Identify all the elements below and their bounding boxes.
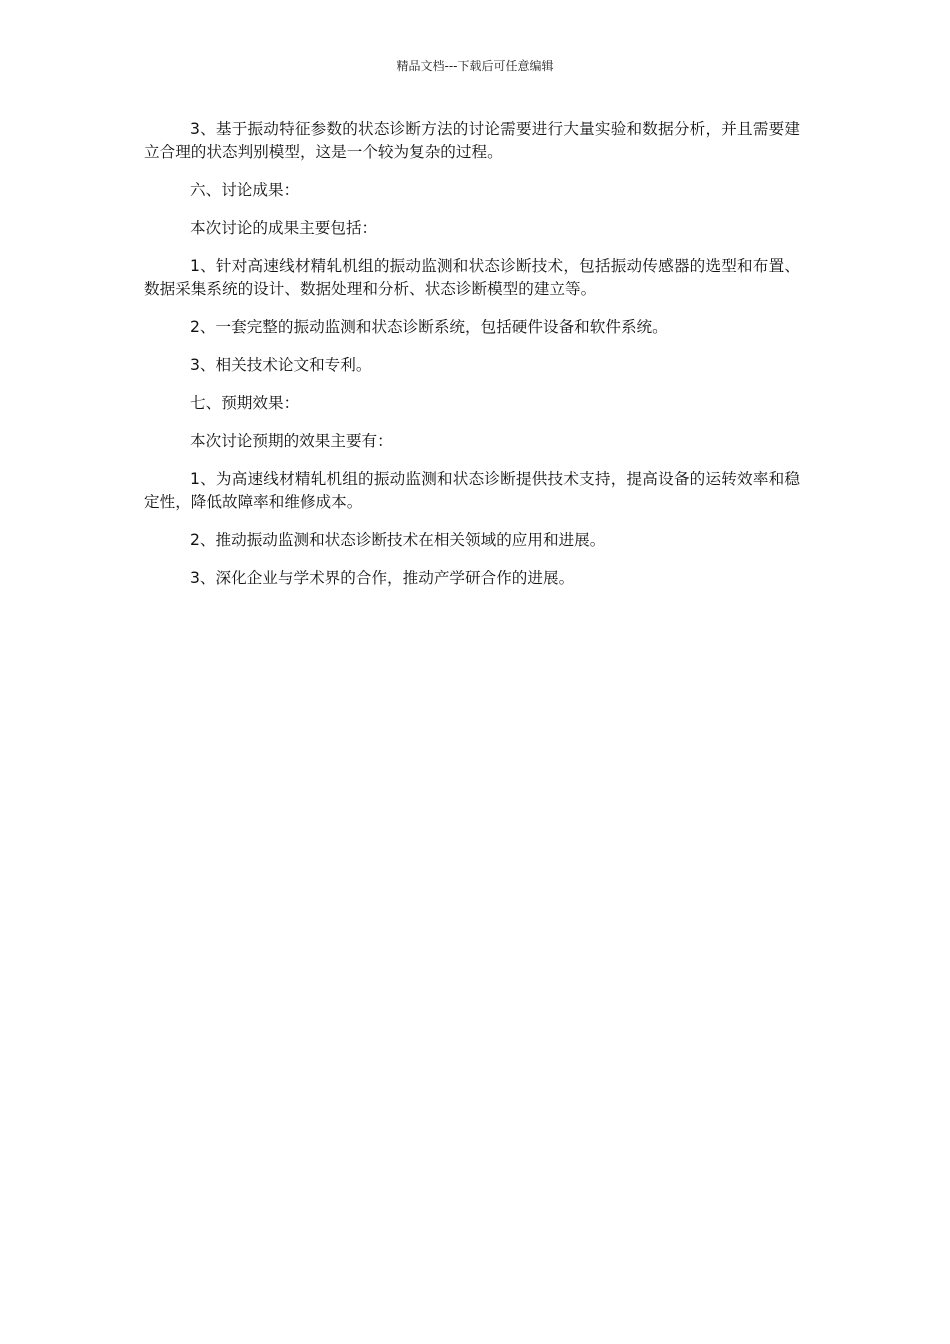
section-heading-results: 六、讨论成果： — [190, 181, 300, 199]
paragraph-result-3: 3、相关技术论文和专利。 — [190, 356, 372, 374]
paragraph-results-intro: 本次讨论的成果主要包括： — [190, 219, 378, 237]
paragraph-effect-2: 2、推动振动监测和状态诊断技术在相关领域的应用和进展。 — [190, 531, 606, 549]
paragraph-result-1: 1、针对高速线材精轧机组的振动监测和状态诊断技术，包括振动传感器的选型和布置、数据采集系统的设计、数据处理和分析、状态诊断模型的建立等。 — [144, 257, 800, 298]
paragraph-result-2: 2、一套完整的振动监测和状态诊断系统，包括硬件设备和软件系统。 — [190, 318, 668, 336]
paragraph-item-3-method: 3、基于振动特征参数的状态诊断方法的讨论需要进行大量实验和数据分析，并且需要建立合理的状态判别模型，这是一个较为复杂的过程。 — [144, 120, 800, 161]
document-body — [144, 118, 800, 605]
paragraph-effects-intro: 本次讨论预期的效果主要有： — [190, 432, 393, 450]
paragraph-effect-3: 3、深化企业与学术界的合作，推动产学研合作的进展。 — [190, 569, 575, 587]
section-heading-expected-effects: 七、预期效果： — [190, 394, 300, 412]
page-header: 精品文档---下载后可任意编辑 — [396, 59, 554, 73]
paragraph-effect-1: 1、为高速线材精轧机组的振动监测和状态诊断提供技术支持，提高设备的运转效率和稳定性，降低故障率和维修成本。 — [144, 470, 800, 511]
